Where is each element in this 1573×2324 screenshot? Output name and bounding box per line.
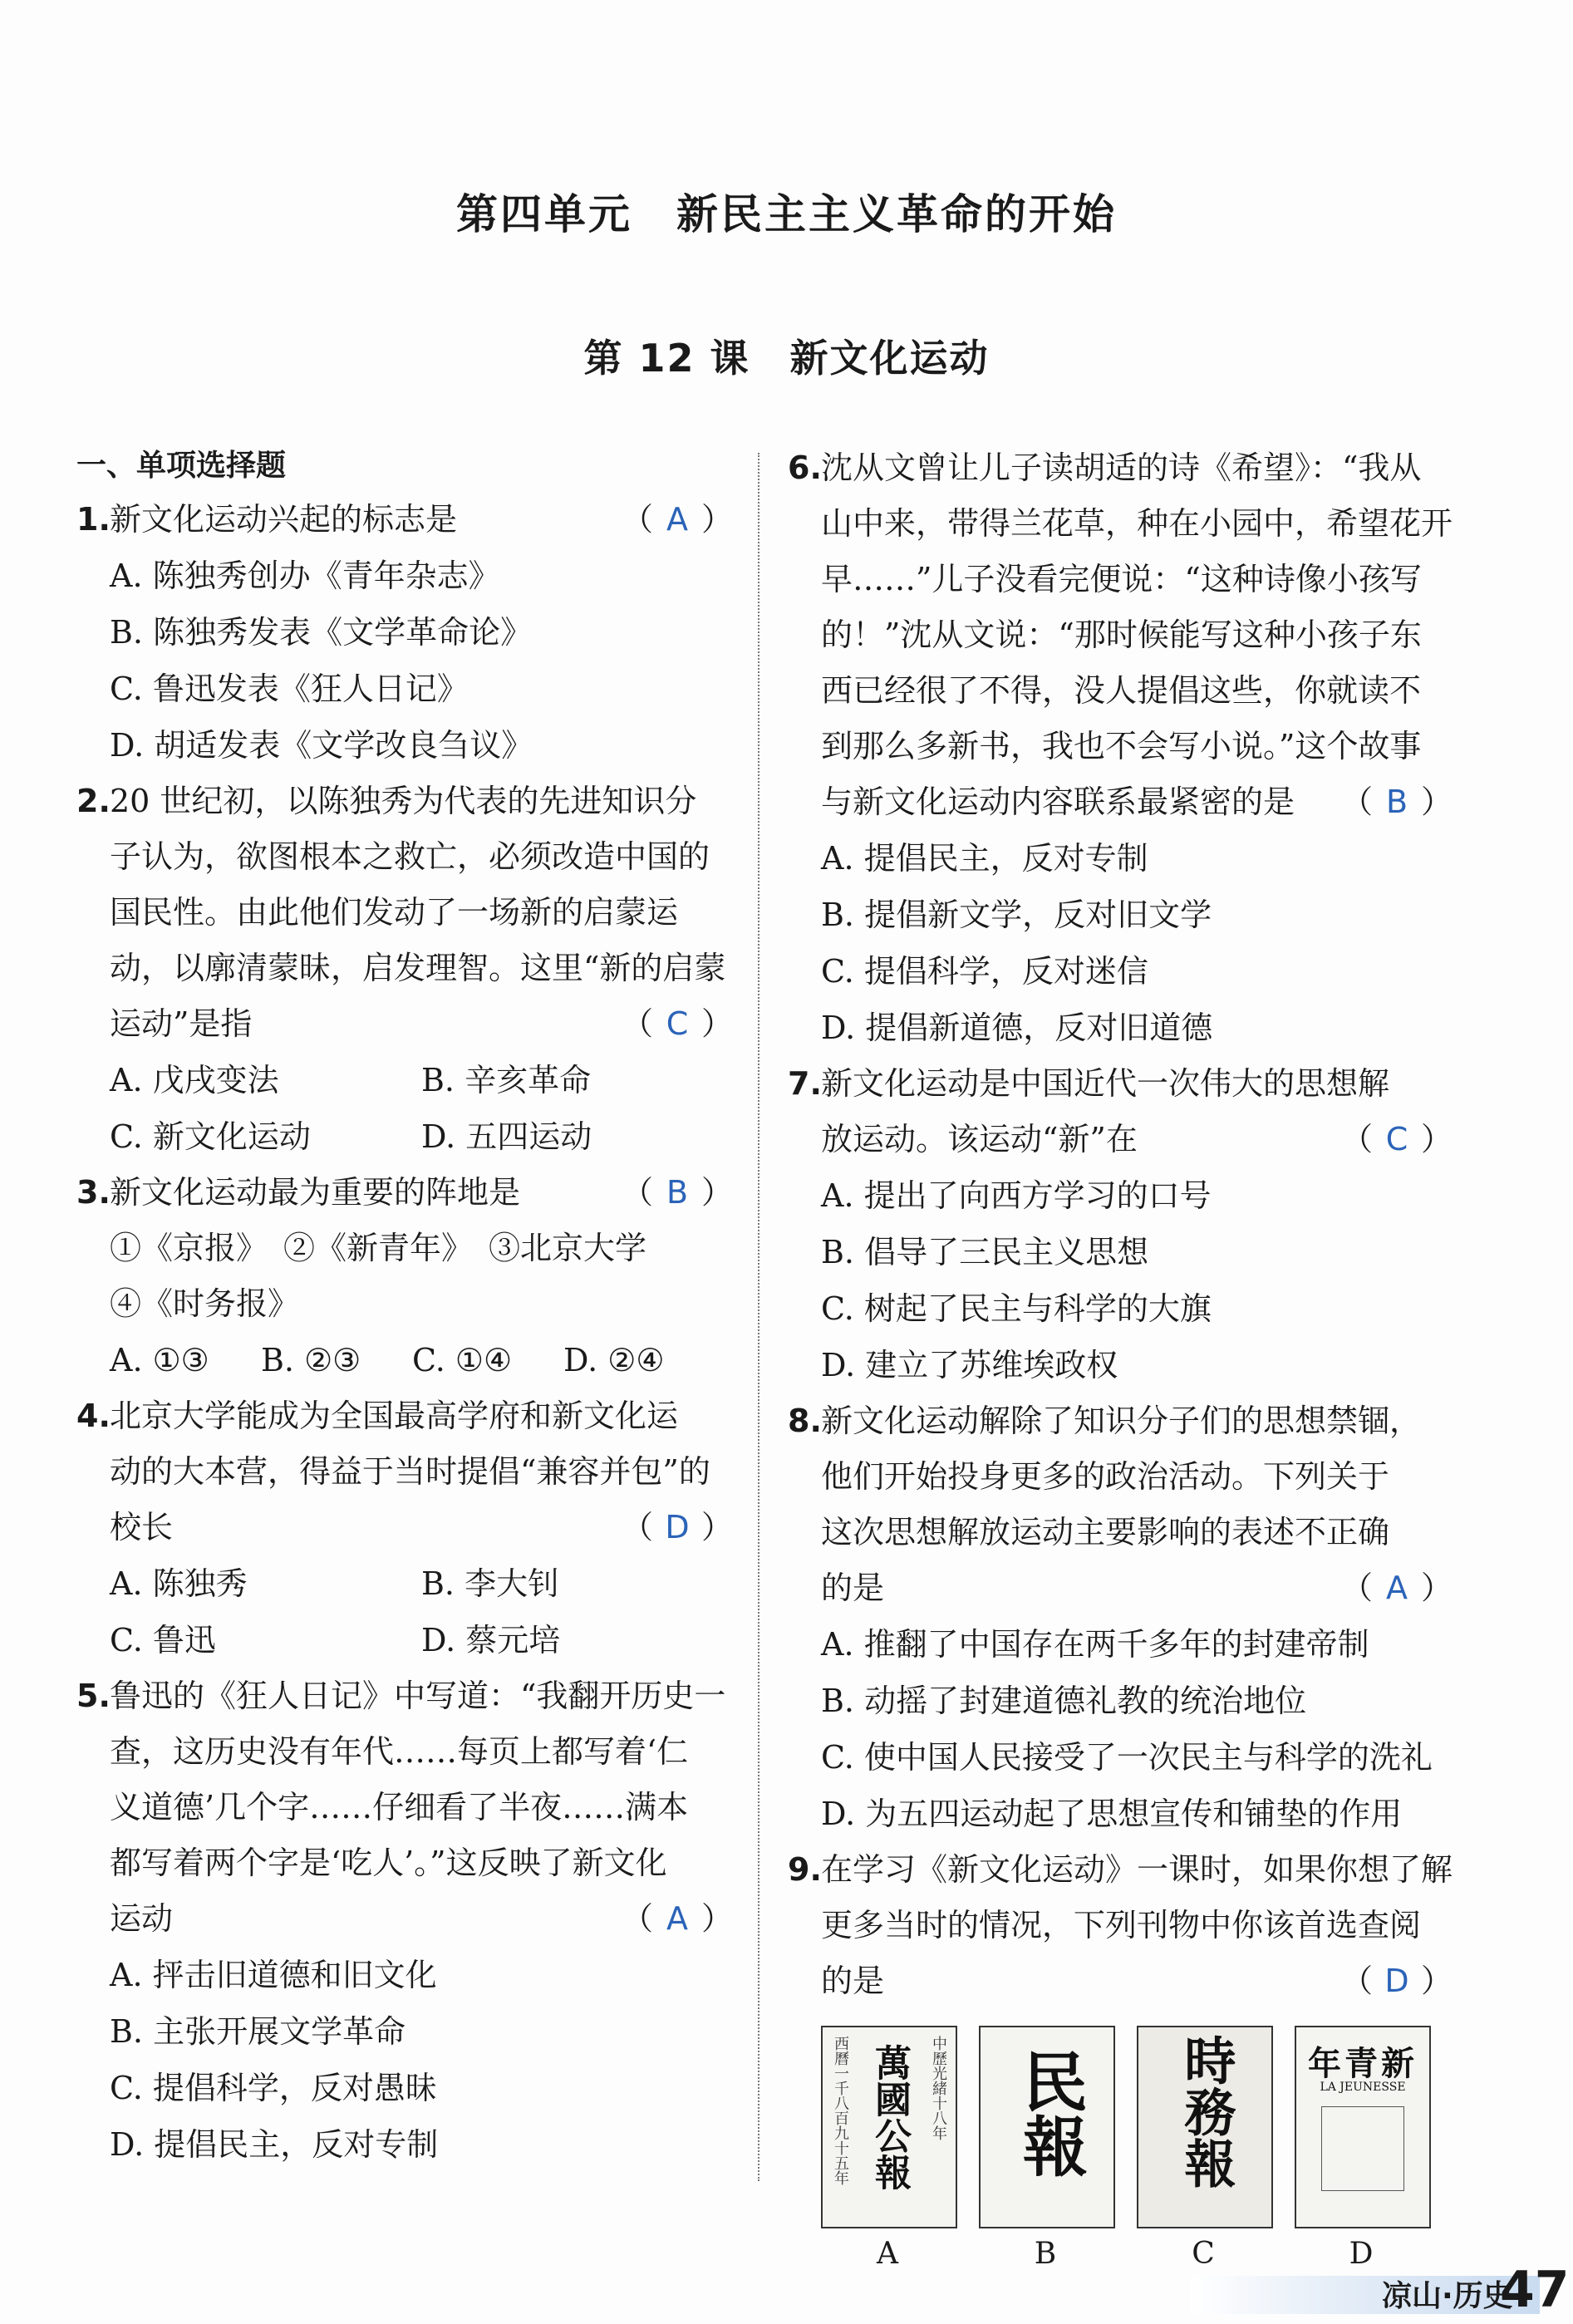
question-number: 7. — [788, 1065, 822, 1102]
question-stem: 新文化运动解除了知识分子们的思想禁锢， — [821, 1403, 1422, 1439]
question-stem: 动，以廓清蒙昧，启发理智。这里“新的启蒙 — [110, 950, 726, 986]
option-d: D. 胡适发表《文学改良刍议》 — [110, 727, 533, 764]
option-b: B. 提倡新文学，反对旧文学 — [821, 897, 1212, 933]
option-d: D. 五四运动 — [421, 1118, 592, 1155]
question-2 — [76, 774, 733, 1165]
option-a: A. 提倡民主，反对专制 — [821, 840, 1148, 877]
question-stem: 他们开始投身更多的政治活动。下列关于 — [821, 1458, 1390, 1495]
cover-d-title: 年青新 — [1308, 2044, 1418, 2083]
answer-box: （ A ） — [622, 1891, 733, 1947]
cover-a-title: 萬國公報 — [868, 2044, 911, 2190]
answer-box: （ B ） — [1341, 774, 1453, 830]
option-c: C. 使中国人民接受了一次民主与科学的洗礼 — [821, 1739, 1433, 1776]
option-d: D. 为五四运动起了思想宣传和铺垫的作用 — [821, 1796, 1403, 1832]
option-c: C. 鲁迅 — [110, 1622, 216, 1658]
answer-letter: A — [666, 501, 688, 538]
option-c: C. 鲁迅发表《狂人日记》 — [110, 671, 469, 707]
cover-d-label: D — [1349, 2237, 1374, 2271]
question-stem: 与新文化运动内容联系最紧密的是 — [821, 784, 1295, 820]
cover-d-subtitle: LA JEUNESSE — [1320, 2081, 1406, 2094]
option-b: B. 李大钊 — [421, 1565, 560, 1602]
question-stem: 运动 — [110, 1900, 174, 1937]
question-stem: 在学习《新文化运动》一课时，如果你想了解 — [821, 1851, 1453, 1888]
option-b: B. 主张开展文学革命 — [110, 2013, 406, 2050]
question-4 — [76, 1388, 733, 1668]
option-a: A. 提出了向西方学习的口号 — [821, 1177, 1212, 1214]
cover-a-label: A — [877, 2237, 898, 2271]
question-stem: ①《京报》 ②《新青年》 ③北京大学 — [110, 1230, 647, 1266]
question-stem: 新文化运动兴起的标志是 — [110, 501, 458, 538]
column-divider — [758, 453, 759, 2181]
question-stem: 都写着两个字是‘吃人’。”这反映了新文化 — [110, 1845, 667, 1881]
left-column — [76, 440, 733, 2173]
question-stem: 到那么多新书，我也不会写小说。”这个故事 — [821, 728, 1422, 764]
answer-box: （ C ） — [1341, 1112, 1453, 1167]
question-number: 2. — [76, 783, 111, 819]
question-stem: 北京大学能成为全国最高学府和新文化运 — [110, 1398, 679, 1434]
cover-a-side-text: 中歷光緒十八年 — [930, 2036, 947, 2140]
question-stem: 西已经很了不得，没人提倡这些，你就读不 — [821, 672, 1422, 709]
question-6 — [788, 440, 1453, 1056]
question-stem: 的是 — [821, 1570, 885, 1606]
answer-box: （ A ） — [622, 492, 733, 548]
question-7 — [788, 1056, 1453, 1393]
question-stem: 山中来，带得兰花草，种在小园中，希望花开 — [821, 505, 1453, 542]
question-number: 3. — [76, 1174, 111, 1211]
question-3 — [76, 1165, 733, 1388]
cover-d-image — [1295, 2026, 1431, 2228]
option-b: B. 倡导了三民主义思想 — [821, 1234, 1149, 1270]
cover-d-frame — [1321, 2106, 1404, 2191]
cover-c-group — [1137, 2026, 1273, 2271]
answer-box: （ A ） — [1341, 1560, 1453, 1616]
question-stem: 沈从文曾让儿子读胡适的诗《希望》：“我从 — [821, 450, 1422, 486]
answer-letter: B — [1385, 784, 1408, 820]
question-stem: 20 世纪初，以陈独秀为代表的先进知识分 — [110, 783, 697, 819]
question-stem: 新文化运动最为重要的阵地是 — [110, 1174, 521, 1211]
answer-letter: C — [1385, 1121, 1408, 1157]
option-c: C. 新文化运动 — [110, 1118, 311, 1155]
answer-letter: A — [1385, 1570, 1408, 1606]
question-stem: 义道德’几个字……仔细看了半夜……满本 — [110, 1789, 689, 1825]
cover-a-image — [821, 2026, 957, 2228]
option-a: A. 推翻了中国存在两千多年的封建帝制 — [821, 1626, 1369, 1663]
answer-box: （ C ） — [622, 996, 733, 1052]
option-a: A. ①③ — [110, 1342, 209, 1378]
answer-box: （ D ） — [1341, 1953, 1453, 2009]
cover-c-title: 時務報 — [1176, 2034, 1236, 2189]
question-stem: 新文化运动是中国近代一次伟大的思想解 — [821, 1065, 1390, 1102]
option-d: D. 建立了苏维埃政权 — [821, 1347, 1118, 1383]
lesson-title: 第 12 课 新文化运动 — [583, 336, 990, 381]
question-number: 6. — [788, 450, 822, 486]
section-title: 一、单项选择题 — [76, 449, 287, 483]
question-stem: ④《时务报》 — [110, 1285, 300, 1322]
question-stem: 运动”是指 — [110, 1005, 253, 1042]
option-c: C. 树起了民主与科学的大旗 — [821, 1290, 1212, 1327]
cover-b-image — [979, 2026, 1115, 2228]
cover-c-label: C — [1192, 2237, 1215, 2271]
question-8 — [788, 1393, 1453, 1842]
option-a: A. 抨击旧道德和旧文化 — [110, 1957, 437, 1993]
answer-letter: A — [666, 1900, 688, 1937]
question-number: 9. — [788, 1851, 822, 1888]
question-9 — [788, 1842, 1453, 2271]
cover-b-title: 民報 — [1012, 2048, 1088, 2178]
unit-title: 第四单元 新民主主义革命的开始 — [456, 190, 1117, 238]
cover-b-label: B — [1034, 2237, 1057, 2271]
option-d: D. 提倡民主，反对专制 — [110, 2126, 439, 2163]
answer-letter: D — [665, 1509, 690, 1545]
answer-letter: B — [666, 1174, 689, 1211]
option-b: B. 辛亥革命 — [421, 1062, 592, 1098]
question-number: 4. — [76, 1398, 111, 1434]
cover-b-group — [979, 2026, 1115, 2271]
option-c: C. 提倡科学，反对迷信 — [821, 953, 1148, 990]
footer-label: 凉山·历史 — [1382, 2279, 1513, 2313]
option-a: A. 戊戌变法 — [110, 1062, 279, 1098]
option-a: A. 陈独秀 — [110, 1565, 248, 1602]
question-stem: 的！”沈从文说：“那时候能写这种小孩子东 — [821, 617, 1422, 653]
option-d: D. ②④ — [563, 1342, 665, 1378]
option-a: A. 陈独秀创办《青年杂志》 — [110, 558, 500, 594]
question-5 — [76, 1668, 733, 2173]
right-column — [788, 440, 1453, 2271]
option-d: D. 提倡新道德，反对旧道德 — [821, 1010, 1213, 1046]
question-stem: 放运动。该运动“新”在 — [821, 1121, 1138, 1157]
question-stem: 子认为，欲图根本之救亡，必须改造中国的 — [110, 838, 710, 875]
question-stem: 国民性。由此他们发动了一场新的启蒙运 — [110, 894, 679, 931]
answer-letter: D — [1384, 1963, 1409, 1999]
cover-d-group — [1295, 2026, 1431, 2271]
option-b: B. 动摇了封建道德礼教的统治地位 — [821, 1683, 1307, 1719]
question-stem: 校长 — [110, 1509, 174, 1545]
question-stem: 的是 — [821, 1963, 885, 1999]
option-c: C. ①④ — [412, 1342, 513, 1378]
question-number: 8. — [788, 1403, 822, 1439]
option-b: B. ②③ — [261, 1342, 361, 1378]
question-stem: 动的大本营，得益于当时提倡“兼容并包”的 — [110, 1453, 710, 1490]
answer-box: （ B ） — [622, 1165, 733, 1221]
question-1 — [76, 492, 733, 774]
question-number: 1. — [76, 501, 111, 538]
answer-box: （ D ） — [622, 1500, 733, 1555]
answer-letter: C — [666, 1005, 689, 1042]
question-stem: 鲁迅的《狂人日记》中写道：“我翻开历史一 — [110, 1678, 726, 1714]
cover-a-group — [821, 2026, 957, 2271]
cover-c-image — [1137, 2026, 1273, 2228]
option-b: B. 陈独秀发表《文学革命论》 — [110, 614, 533, 651]
question-stem: 查，这历史没有年代……每页上都写着‘仁 — [110, 1733, 689, 1770]
cover-a-side-text: 西曆一千八百九十五年 — [832, 2036, 849, 2185]
magazine-covers — [788, 2026, 1453, 2271]
option-c: C. 提倡科学，反对愚昧 — [110, 2070, 437, 2106]
question-number: 5. — [76, 1678, 111, 1714]
question-stem: 早……”儿子没看完便说：“这种诗像小孩写 — [821, 561, 1422, 597]
option-d: D. 蔡元培 — [421, 1622, 561, 1658]
question-stem: 更多当时的情况，下列刊物中你该首选查阅 — [821, 1907, 1422, 1943]
question-stem: 这次思想解放运动主要影响的表述不正确 — [821, 1514, 1390, 1550]
page-footer — [1191, 2261, 1573, 2324]
page-number: 47 — [1500, 2261, 1570, 2319]
